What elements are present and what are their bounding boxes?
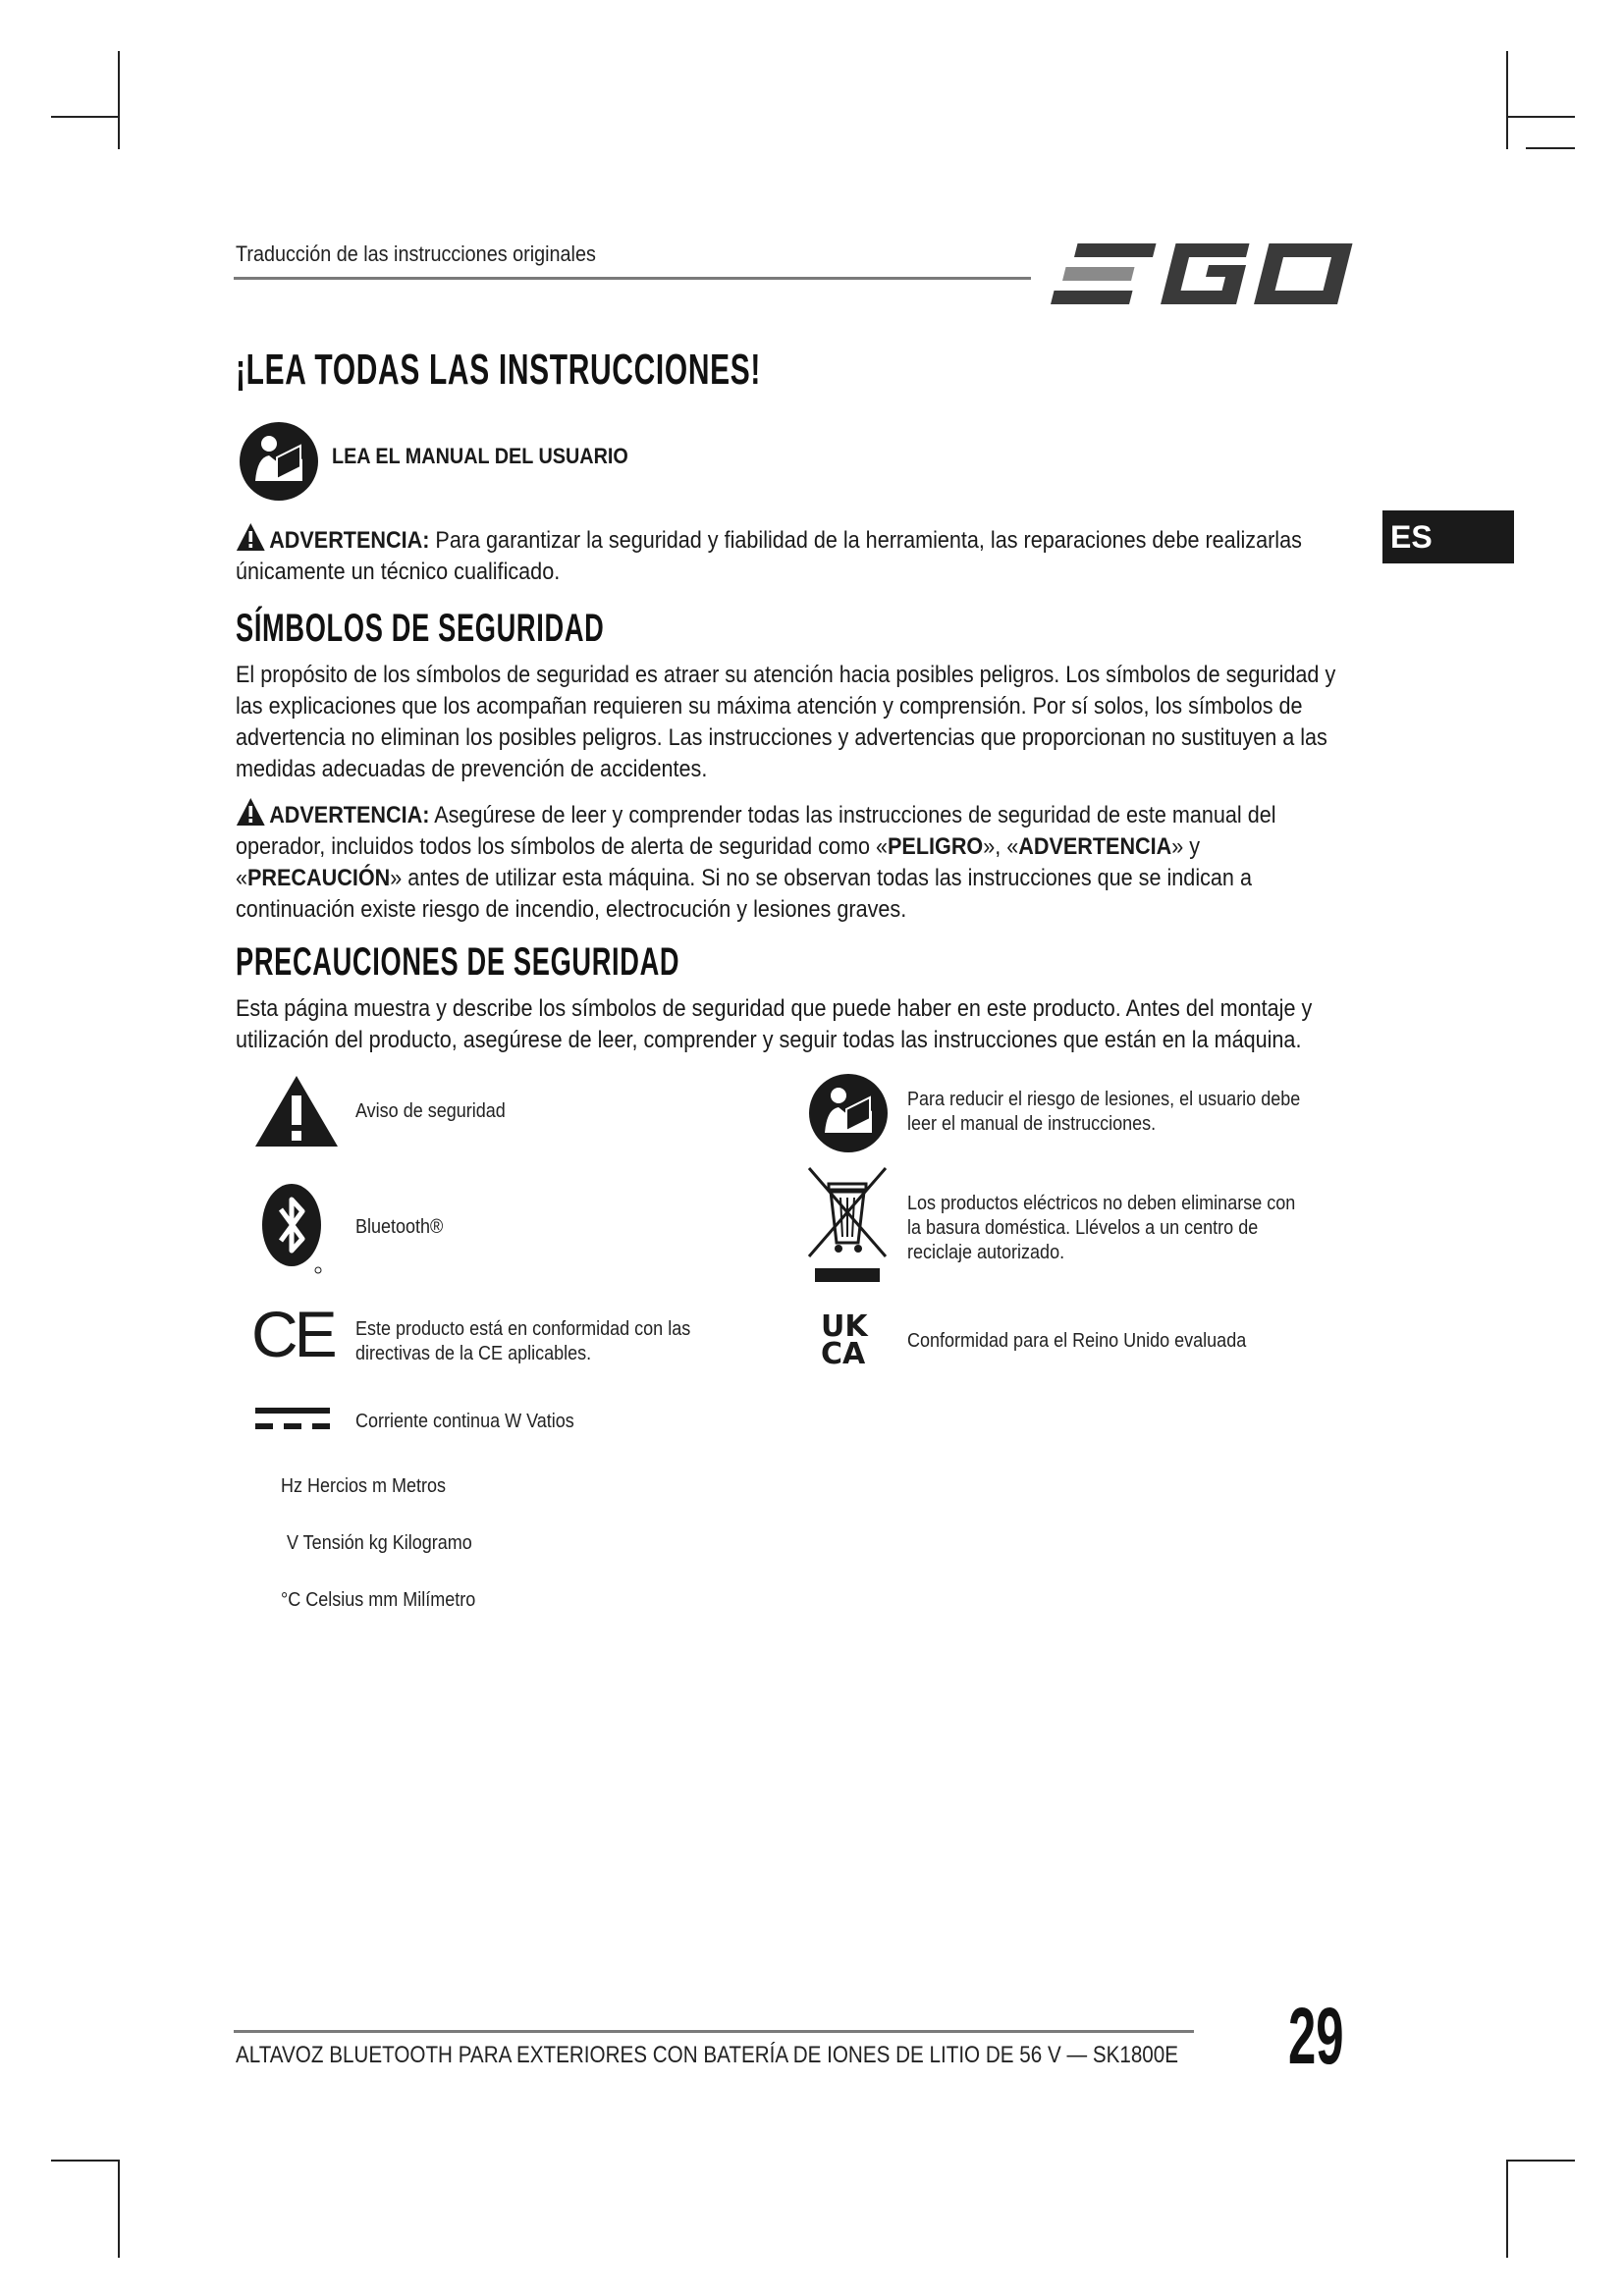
symbol-desc-v: V Tensión kg Kilogramo [287, 1532, 472, 1554]
warning-paragraph [236, 522, 1354, 588]
section-title: SÍMBOLOS DE SEGURIDAD [236, 607, 605, 650]
footer-rule [234, 2030, 1194, 2033]
warning-label: ADVERTENCIA: [269, 802, 430, 828]
symbol-desc-ce: Este producto está en conformidad con las directivas de la CE aplicables. [355, 1318, 691, 1364]
warning-label: ADVERTENCIA: [269, 527, 430, 554]
read-manual-icon [238, 420, 320, 503]
crop-mark [1508, 2160, 1575, 2162]
crop-mark [1508, 116, 1575, 118]
keyword: PRECAUCIÓN [247, 865, 391, 891]
section-body: El propósito de los símbolos de seguridad es atraer su atención hacia posibles peligros. Los símbolos de seguridad y las explicaciones que los acompañan requieren su máxima atención y comprensión. Por sí solos, los símbolos de advertencia no eliminan los posibles peligros. Las instrucciones y advertencias que proporcionan no sustituyen a las medidas adecuadas de prevención de accidentes. [236, 662, 1336, 782]
crop-mark [51, 2160, 118, 2162]
ukca-mark-bottom: CA [821, 1337, 866, 1371]
ce-mark-icon: CE [251, 1298, 334, 1370]
symbol-desc-alert: Aviso de seguridad [355, 1100, 506, 1122]
symbol-desc-hz: Hz Hercios m Metros [281, 1475, 447, 1497]
footer-product-title: ALTAVOZ BLUETOOTH PARA EXTERIORES CON BATERÍA DE IONES DE LITIO DE 56 V — SK1800E [236, 2042, 1179, 2068]
crop-mark [51, 116, 118, 118]
section-body: Esta página muestra y describe los símbolos de seguridad que puede haber en este producto. Antes del montaje y utilización del producto, asegúrese de leer, comprender y seguir todas las instrucciones que están en la máquina. [236, 995, 1313, 1053]
bluetooth-icon [259, 1182, 324, 1274]
crop-mark [118, 51, 120, 149]
symbol-desc-c: °C Celsius mm Milímetro [281, 1589, 476, 1611]
ukca-mark-top: UK [821, 1309, 868, 1344]
warning-text: » antes de utilizar esta máquina. Si no se observan todas las instrucciones que se indican a continuación existe riesgo de incendio, electrocución y lesiones graves. [236, 865, 1252, 923]
warning-icon [236, 522, 266, 552]
ukca-mark-icon [821, 1309, 868, 1371]
crop-mark [1506, 51, 1508, 149]
direct-current-icon [255, 1406, 330, 1433]
warning-paragraph [236, 797, 1354, 926]
warning-text: Para garantizar la seguridad y fiabilidad de la herramienta, las reparaciones debe realizarlas únicamente un técnico cualificado. [236, 527, 1302, 585]
crop-mark [118, 2160, 120, 2258]
ego-logo-icon [1051, 234, 1365, 312]
header-subtitle: Traducción de las instrucciones originales [236, 241, 596, 266]
section-title: PRECAUCIONES DE SEGURIDAD [236, 940, 680, 984]
symbol-desc-ukca: Conformidad para el Reino Unido evaluada [907, 1330, 1247, 1352]
warning-text: » y « [236, 833, 1201, 891]
ego-logo [1051, 234, 1365, 312]
symbol-desc-weee: Los productos eléctricos no deben eliminarse con la basura doméstica. Llévelos a un centro de reciclaje autorizado. [907, 1193, 1296, 1263]
page-number: 29 [1288, 1992, 1344, 2081]
crop-mark [1526, 147, 1575, 149]
keyword: PELIGRO [888, 833, 984, 860]
warning-text: Asegúrese de leer y comprender todas las instrucciones de seguridad de este manual del operador, incluidos todos los símbolos de alerta de seguridad como « [236, 802, 1276, 860]
symbol-desc-bluetooth: Bluetooth® [355, 1216, 444, 1238]
warning-icon [236, 797, 266, 827]
safety-alert-icon [253, 1074, 340, 1148]
read-manual-icon [807, 1072, 890, 1154]
symbol-desc-dc: Corriente continua W Vatios [355, 1411, 574, 1432]
weee-bin-icon [805, 1166, 890, 1284]
header-rule [234, 277, 1031, 280]
manual-notice: LEA EL MANUAL DEL USUARIO [332, 444, 628, 468]
crop-mark [1506, 2160, 1508, 2258]
warning-text: », « [983, 833, 1019, 860]
language-tab: ES [1382, 510, 1514, 563]
keyword: ADVERTENCIA [1018, 833, 1172, 860]
symbol-desc-read-manual: Para reducir el riesgo de lesiones, el usuario debe leer el manual de instrucciones. [907, 1089, 1301, 1135]
page-title: ¡LEA TODAS LAS INSTRUCCIONES! [236, 346, 762, 394]
